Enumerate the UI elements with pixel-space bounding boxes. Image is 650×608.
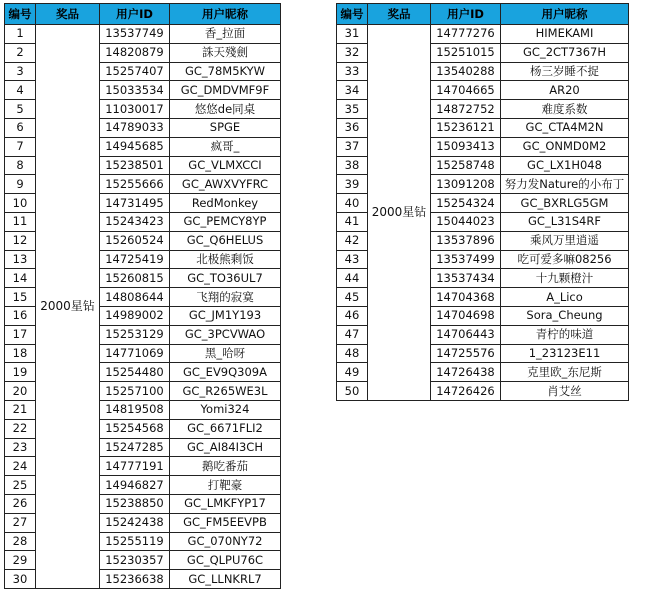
cell-user-id: 15243423 (100, 212, 170, 231)
cell-nickname: 克里欧_东尼斯 (501, 363, 629, 382)
cell-nickname: 北极熊剩饭 (170, 250, 281, 269)
cell-nickname: GC_DMDVMF9F (170, 81, 281, 100)
cell-user-id: 15257407 (100, 62, 170, 81)
cell-no: 33 (337, 62, 368, 81)
cell-nickname: GC_Q6HELUS (170, 231, 281, 250)
cell-nickname: AR20 (501, 81, 629, 100)
cell-user-id: 14872752 (431, 100, 501, 119)
cell-nickname: GC_TO36UL7 (170, 269, 281, 288)
cell-user-id: 15247285 (100, 438, 170, 457)
cell-nickname: 乘风万里逍遥 (501, 231, 629, 250)
header-nickname: 用户昵称 (501, 4, 629, 25)
table-body-right (337, 25, 629, 401)
header-prize: 奖品 (36, 4, 100, 25)
cell-user-id: 15253129 (100, 325, 170, 344)
cell-no: 7 (5, 137, 36, 156)
cell-no: 23 (5, 438, 36, 457)
table-header-row (337, 4, 629, 25)
cell-no: 20 (5, 382, 36, 401)
cell-no: 45 (337, 288, 368, 307)
cell-user-id: 14704368 (431, 288, 501, 307)
cell-user-id: 13540288 (431, 62, 501, 81)
cell-user-id: 15260524 (100, 231, 170, 250)
cell-nickname: 青柠的味道 (501, 325, 629, 344)
cell-no: 48 (337, 344, 368, 363)
cell-user-id: 15258748 (431, 156, 501, 175)
cell-no: 16 (5, 306, 36, 325)
cell-no: 11 (5, 212, 36, 231)
cell-no: 31 (337, 25, 368, 44)
header-user-id: 用户ID (431, 4, 501, 25)
cell-user-id: 14989002 (100, 306, 170, 325)
header-no: 编号 (337, 4, 368, 25)
cell-no: 39 (337, 175, 368, 194)
cell-user-id: 14726438 (431, 363, 501, 382)
cell-no: 36 (337, 118, 368, 137)
cell-nickname: GC_CTA4M2N (501, 118, 629, 137)
cell-user-id: 14789033 (100, 118, 170, 137)
cell-user-id: 14726426 (431, 382, 501, 401)
cell-user-id: 15236638 (100, 570, 170, 589)
cell-user-id: 15236121 (431, 118, 501, 137)
cell-nickname: GC_BXRLG5GM (501, 194, 629, 213)
cell-user-id: 14706443 (431, 325, 501, 344)
cell-user-id: 15093413 (431, 137, 501, 156)
cell-nickname: GC_EV9Q309A (170, 363, 281, 382)
cell-user-id: 15254480 (100, 363, 170, 382)
cell-no: 18 (5, 344, 36, 363)
cell-user-id: 14820879 (100, 43, 170, 62)
cell-user-id: 13537434 (431, 269, 501, 288)
cell-nickname: Sora_Cheung (501, 306, 629, 325)
cell-nickname: 努力发Nature的小布丁 (501, 175, 629, 194)
cell-nickname: 鹅吃番茄 (170, 457, 281, 476)
cell-no: 14 (5, 269, 36, 288)
cell-prize: 2000星钻 (36, 25, 100, 589)
winners-table-left (4, 3, 281, 589)
cell-no: 13 (5, 250, 36, 269)
cell-user-id: 11030017 (100, 100, 170, 119)
cell-nickname: RedMonkey (170, 194, 281, 213)
cell-nickname: 肖艾丝 (501, 382, 629, 401)
header-no: 编号 (5, 4, 36, 25)
cell-nickname: 疯哥_ (170, 137, 281, 156)
cell-user-id: 15260815 (100, 269, 170, 288)
cell-no: 15 (5, 288, 36, 307)
cell-no: 25 (5, 476, 36, 495)
cell-prize: 2000星钻 (368, 25, 431, 401)
cell-user-id: 15257100 (100, 382, 170, 401)
cell-no: 1 (5, 25, 36, 44)
cell-no: 40 (337, 194, 368, 213)
cell-user-id: 13537749 (100, 25, 170, 44)
cell-user-id: 15254324 (431, 194, 501, 213)
cell-nickname: 1_23123E11 (501, 344, 629, 363)
cell-no: 50 (337, 382, 368, 401)
cell-user-id: 15242438 (100, 513, 170, 532)
table-row (337, 25, 629, 44)
cell-no: 19 (5, 363, 36, 382)
table-header-row (5, 4, 281, 25)
cell-no: 43 (337, 250, 368, 269)
cell-nickname: GC_R265WE3L (170, 382, 281, 401)
cell-no: 38 (337, 156, 368, 175)
cell-user-id: 14777191 (100, 457, 170, 476)
cell-no: 30 (5, 570, 36, 589)
cell-no: 8 (5, 156, 36, 175)
cell-user-id: 15230357 (100, 551, 170, 570)
cell-nickname: 难度系数 (501, 100, 629, 119)
cell-user-id: 15238501 (100, 156, 170, 175)
cell-nickname: HIMEKAMI (501, 25, 629, 44)
cell-no: 29 (5, 551, 36, 570)
cell-nickname: 十九颗橙汁 (501, 269, 629, 288)
cell-user-id: 14704698 (431, 306, 501, 325)
cell-nickname: GC_78M5KYW (170, 62, 281, 81)
cell-nickname: GC_2CT7367H (501, 43, 629, 62)
cell-nickname: 杨三岁睡不捉 (501, 62, 629, 81)
cell-user-id: 14771069 (100, 344, 170, 363)
table-body-left (5, 25, 281, 589)
cell-nickname: SPGE (170, 118, 281, 137)
cell-user-id: 14704665 (431, 81, 501, 100)
cell-nickname: Yomi324 (170, 400, 281, 419)
cell-no: 37 (337, 137, 368, 156)
cell-no: 5 (5, 100, 36, 119)
cell-nickname: GC_VLMXCCI (170, 156, 281, 175)
cell-nickname: GC_QLPU76C (170, 551, 281, 570)
cell-user-id: 14945685 (100, 137, 170, 156)
cell-no: 41 (337, 212, 368, 231)
cell-user-id: 14946827 (100, 476, 170, 495)
cell-nickname: GC_6671FLI2 (170, 419, 281, 438)
cell-no: 3 (5, 62, 36, 81)
cell-user-id: 15044023 (431, 212, 501, 231)
cell-nickname: GC_LX1H048 (501, 156, 629, 175)
cell-nickname: GC_LLNKRL7 (170, 570, 281, 589)
header-nickname: 用户昵称 (170, 4, 281, 25)
cell-nickname: GC_3PCVWAO (170, 325, 281, 344)
cell-nickname: 誅天殘劍 (170, 43, 281, 62)
cell-no: 47 (337, 325, 368, 344)
cell-no: 35 (337, 100, 368, 119)
cell-user-id: 15254568 (100, 419, 170, 438)
cell-no: 49 (337, 363, 368, 382)
cell-nickname: GC_070NY72 (170, 532, 281, 551)
cell-no: 6 (5, 118, 36, 137)
cell-no: 22 (5, 419, 36, 438)
cell-user-id: 14777276 (431, 25, 501, 44)
cell-no: 2 (5, 43, 36, 62)
cell-user-id: 14819508 (100, 400, 170, 419)
header-user-id: 用户ID (100, 4, 170, 25)
cell-no: 21 (5, 400, 36, 419)
cell-nickname: GC_FM5EEVPB (170, 513, 281, 532)
cell-nickname: GC_ONMD0M2 (501, 137, 629, 156)
cell-no: 10 (5, 194, 36, 213)
cell-user-id: 14725576 (431, 344, 501, 363)
cell-no: 46 (337, 306, 368, 325)
cell-user-id: 15255119 (100, 532, 170, 551)
cell-user-id: 15033534 (100, 81, 170, 100)
cell-nickname: 飞翔的寂寞 (170, 288, 281, 307)
cell-user-id: 15255666 (100, 175, 170, 194)
cell-nickname: A_Lico (501, 288, 629, 307)
cell-no: 42 (337, 231, 368, 250)
cell-user-id: 14731495 (100, 194, 170, 213)
cell-user-id: 14725419 (100, 250, 170, 269)
cell-nickname: 黑_哈呀 (170, 344, 281, 363)
cell-nickname: GC_JM1Y193 (170, 306, 281, 325)
winners-table-right (336, 3, 629, 401)
cell-user-id: 15238850 (100, 494, 170, 513)
cell-nickname: GC_AWXVYFRC (170, 175, 281, 194)
cell-no: 27 (5, 513, 36, 532)
cell-nickname: GC_LMKFYP17 (170, 494, 281, 513)
cell-no: 26 (5, 494, 36, 513)
cell-no: 28 (5, 532, 36, 551)
cell-nickname: 打靶豪 (170, 476, 281, 495)
header-prize: 奖品 (368, 4, 431, 25)
cell-no: 44 (337, 269, 368, 288)
cell-user-id: 14808644 (100, 288, 170, 307)
cell-user-id: 13537896 (431, 231, 501, 250)
cell-no: 34 (337, 81, 368, 100)
cell-nickname: 悠悠de同桌 (170, 100, 281, 119)
cell-no: 24 (5, 457, 36, 476)
table-row (5, 25, 281, 44)
cell-user-id: 13091208 (431, 175, 501, 194)
cell-no: 32 (337, 43, 368, 62)
cell-user-id: 15251015 (431, 43, 501, 62)
cell-nickname: 吃可爱多嘛08256 (501, 250, 629, 269)
cell-no: 9 (5, 175, 36, 194)
cell-no: 4 (5, 81, 36, 100)
cell-nickname: 香_拉面 (170, 25, 281, 44)
cell-no: 17 (5, 325, 36, 344)
cell-nickname: GC_PEMCY8YP (170, 212, 281, 231)
cell-nickname: GC_AI84I3CH (170, 438, 281, 457)
cell-nickname: GC_L31S4RF (501, 212, 629, 231)
cell-user-id: 13537499 (431, 250, 501, 269)
cell-no: 12 (5, 231, 36, 250)
